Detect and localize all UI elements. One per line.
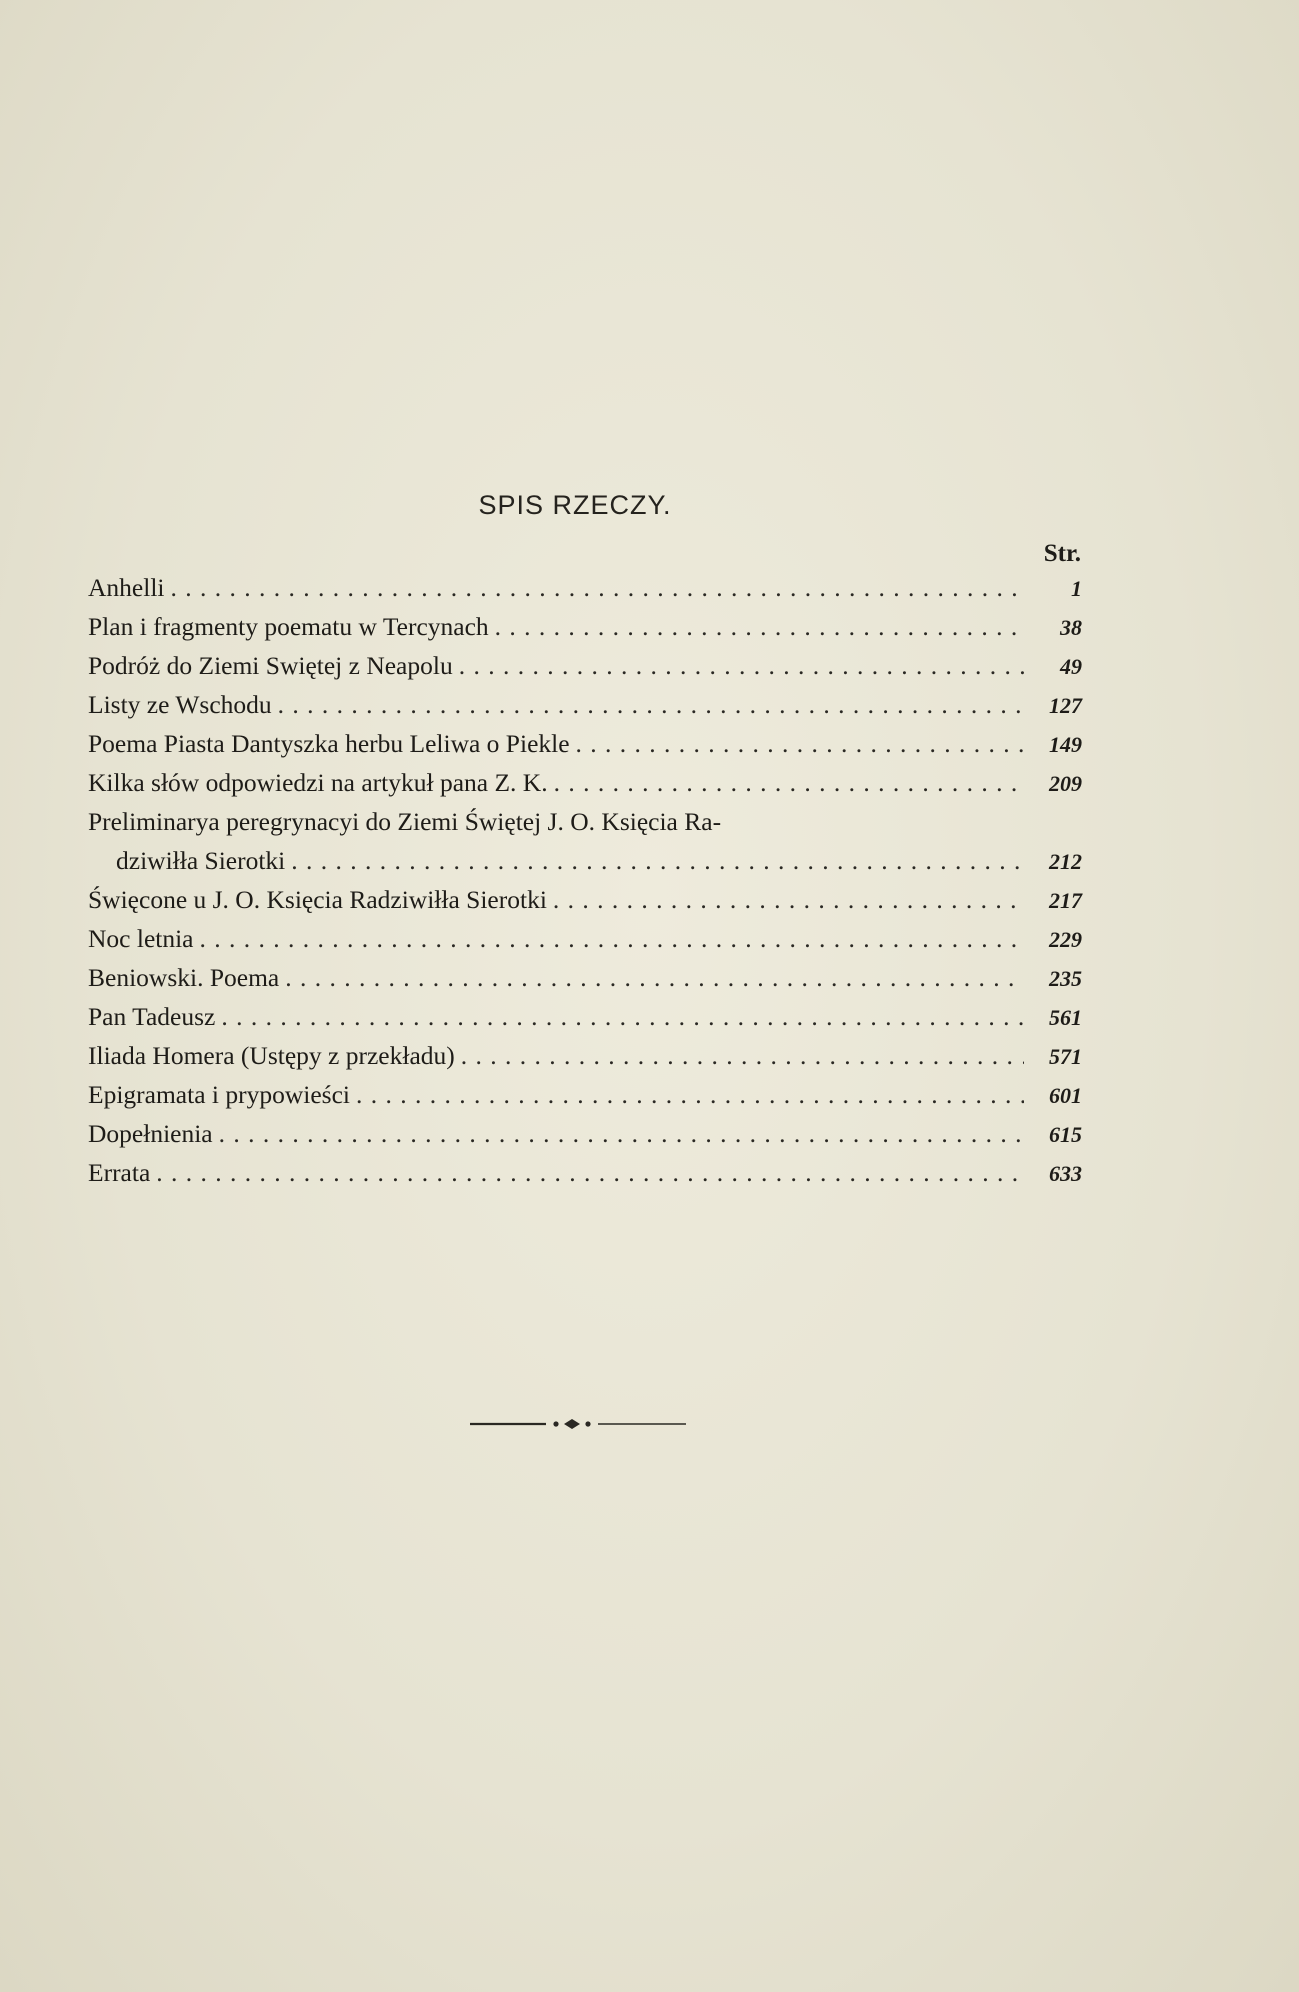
toc-entry-title: Poema Piasta Dantyszka herbu Leliwa o Piekle [88,729,570,758]
toc-entry-title: Epigramata i prypowieści [88,1080,350,1109]
toc-entry-page: 229 [1049,927,1082,952]
toc-entry-title: Kilka słów odpowiedzi na artykuł pana Z. K. [88,768,548,797]
toc-entry-page: 38 [1060,615,1082,640]
dot-leader [459,651,1024,681]
toc-entry-continuation [88,846,1082,885]
dot-leader [156,1158,1024,1188]
dot-leader [291,846,1024,876]
toc-entry-title: Pan Tadeusz [88,1002,216,1031]
toc-entry-page: 209 [1049,771,1082,796]
table-of-contents [88,573,1082,1197]
dot-leader [495,612,1024,642]
toc-entry-page: 127 [1049,693,1082,718]
dot-leader [221,1002,1024,1032]
toc-entry [88,612,1082,651]
dot-leader [576,729,1024,759]
toc-entry-title: Beniowski. Poema [88,963,280,992]
toc-entry-page: 561 [1049,1005,1082,1030]
toc-entry [88,573,1082,612]
ornament-dot [585,1421,590,1426]
toc-entry-page: 49 [1060,654,1082,679]
toc-entry-page: 217 [1049,888,1082,913]
toc-entry-page: 212 [1049,849,1082,874]
toc-entry-page: 1 [1071,576,1082,601]
page-column-label: Str. [1043,540,1081,567]
toc-entry [88,690,1082,729]
toc-entry-title: Podróż do Ziemi Swiętej z Neapolu [88,651,453,680]
dot-leader [553,885,1024,915]
toc-entry-page: 149 [1049,732,1082,757]
toc-entry [88,729,1082,768]
toc-entry [88,1080,1082,1119]
dot-leader [278,690,1024,720]
dot-leader [356,1080,1024,1110]
toc-entry-title: Anhelli [88,573,165,602]
toc-entry-page: 235 [1049,966,1082,991]
dot-leader [554,768,1024,798]
dot-leader [171,573,1025,603]
ornament-dot [553,1421,558,1426]
dot-leader [200,924,1025,954]
toc-entry-title-continuation: dziwiłła Sierotki [116,846,286,875]
toc-entry-title: Święcone u J. O. Księcia Radziwiłła Sierotki [88,885,547,914]
toc-entry-title: Plan i fragmenty poematu w Tercynach [88,612,489,641]
dot-leader [285,963,1024,993]
toc-entry [88,885,1082,924]
toc-entry-title: Listy ze Wschodu [88,690,272,719]
toc-entry [88,1119,1082,1158]
toc-entry-title: Errata [88,1158,151,1187]
toc-entry [88,963,1082,1002]
toc-entry-page: 615 [1049,1122,1082,1147]
toc-entry-page: 633 [1049,1161,1082,1186]
toc-entry [88,1041,1082,1080]
page-title: SPIS RZECZY. [478,490,672,520]
toc-entry-title: Dopełnienia [88,1119,213,1148]
toc-entry-title: Noc letnia [88,924,194,953]
toc-entry [88,924,1082,963]
toc-entry [88,1158,1082,1197]
toc-entry [88,651,1082,690]
toc-entry-wrapped [88,807,1082,846]
toc-entry-page: 571 [1049,1044,1082,1069]
toc-entry [88,768,1082,807]
toc-entry [88,1002,1082,1041]
ornament-divider [468,1416,688,1432]
toc-entry-title: Preliminarya peregrynacyi do Ziemi Świętej J. O. Księcia Ra- [88,807,722,836]
dot-leader [461,1041,1024,1071]
ornament-diamond [564,1419,580,1429]
toc-entry-title: Iliada Homera (Ustępy z przekładu) [88,1041,455,1070]
toc-entry-page: 601 [1049,1083,1082,1108]
dot-leader [219,1119,1024,1149]
